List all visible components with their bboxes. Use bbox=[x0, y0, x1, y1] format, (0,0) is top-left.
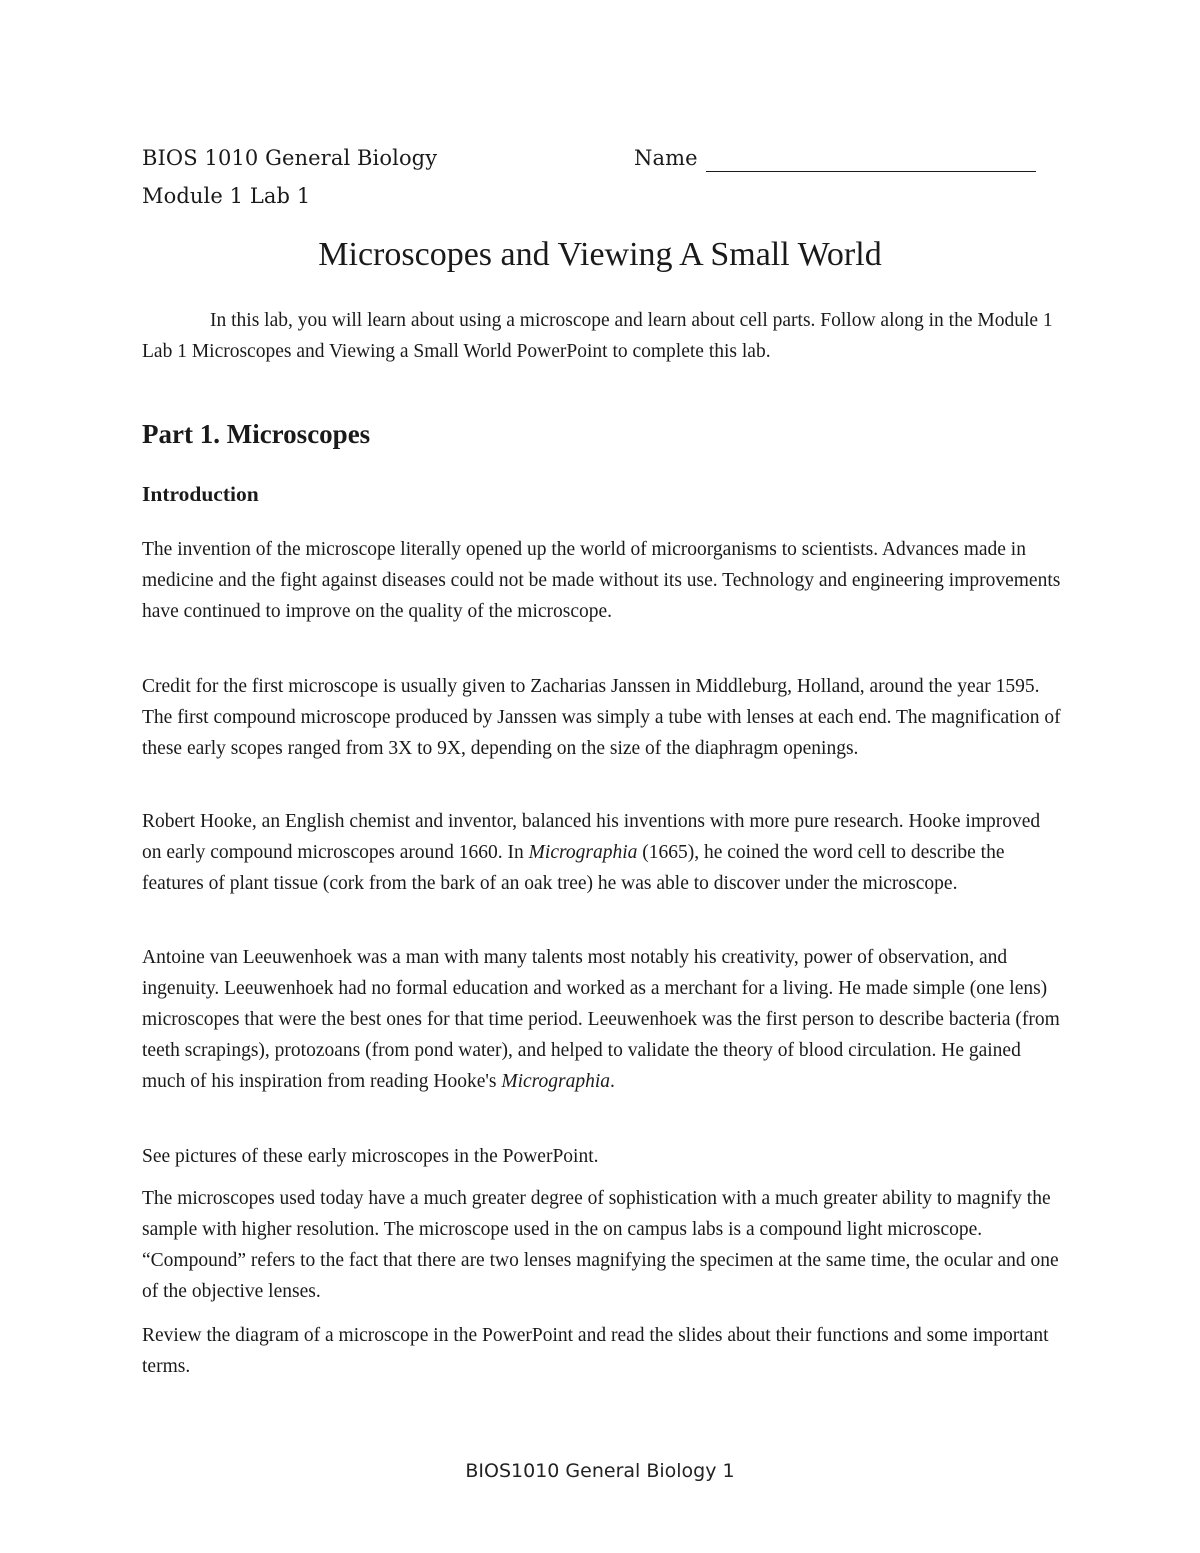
paragraph-1: The invention of the microscope literally opened up the world of microorganisms to scientists. Advances made in medicine and the fight against diseases could not be made without its use. Technology and engineering improvements have continued to improve on the quality of the microscope. bbox=[142, 539, 1061, 622]
paragraph-5: See pictures of these early microscopes in the PowerPoint. bbox=[142, 1146, 599, 1167]
name-label: Name bbox=[634, 146, 698, 170]
page-footer: BIOS1010 General Biology 1 bbox=[465, 1460, 735, 1482]
module-label: Module 1 Lab 1 bbox=[142, 184, 311, 208]
micrographia-title: Micrographia bbox=[528, 842, 638, 863]
name-blank-line bbox=[706, 171, 1036, 172]
part1-heading: Part 1. Microscopes bbox=[142, 419, 371, 449]
page-title: Microscopes and Viewing A Small World bbox=[318, 236, 882, 273]
paragraph-7: Review the diagram of a microscope in the PowerPoint and read the slides about their functions and some important terms. bbox=[142, 1325, 1049, 1377]
paragraph-4: Antoine van Leeuwenhoek was a man with many talents most notably his creativity, power of observation, and ingenuity. Leeuwenhoek had no formal education and worked as a merchant for a living. He made simple (one lens) microscopes that were the best ones for that time period. Leeuwenhoek was the first person to describe bacteria (from teeth scrapings), protozoans (from pond water), and helped to validate the theory of blood circulation. He gained much of his inspiration from reading Hooke's Micrographia. bbox=[142, 947, 1060, 1092]
paragraph-2: Credit for the first microscope is usually given to Zacharias Janssen in Middleburg, Holland, around the year 1595. The first compound microscope produced by Janssen was simply a tube with lenses at each end. The magnification of these early scopes ranged from 3X to 9X, depending on the size of the diaphragm openings. bbox=[142, 676, 1061, 759]
introduction-heading: Introduction bbox=[142, 482, 259, 506]
paragraph-6: The microscopes used today have a much greater degree of sophistication with a much greater ability to magnify the sample with higher resolution. The microscope used in the on campus labs is a compound light microscope. “Compound” refers to the fact that there are two lenses magnifying the specimen at the same time, the ocular and one of the objective lenses. bbox=[142, 1188, 1059, 1302]
course-title: BIOS 1010 General Biology bbox=[142, 146, 438, 170]
micrographia-title: Micrographia bbox=[501, 1071, 611, 1092]
paragraph-3: Robert Hooke, an English chemist and inventor, balanced his inventions with more pure research. Hooke improved on early compound microscopes around 1660. In Micrographia (1665), he coined the word cell to describe the features of plant tissue (cork from the bark of an oak tree) he was able to discover under the microscope. bbox=[142, 811, 1041, 894]
intro-paragraph: In this lab, you will learn about using a microscope and learn about cell parts. Follow along in the Module 1 Lab 1 Microscopes and Viewing a Small World PowerPoint to complete this lab. bbox=[142, 310, 1053, 362]
